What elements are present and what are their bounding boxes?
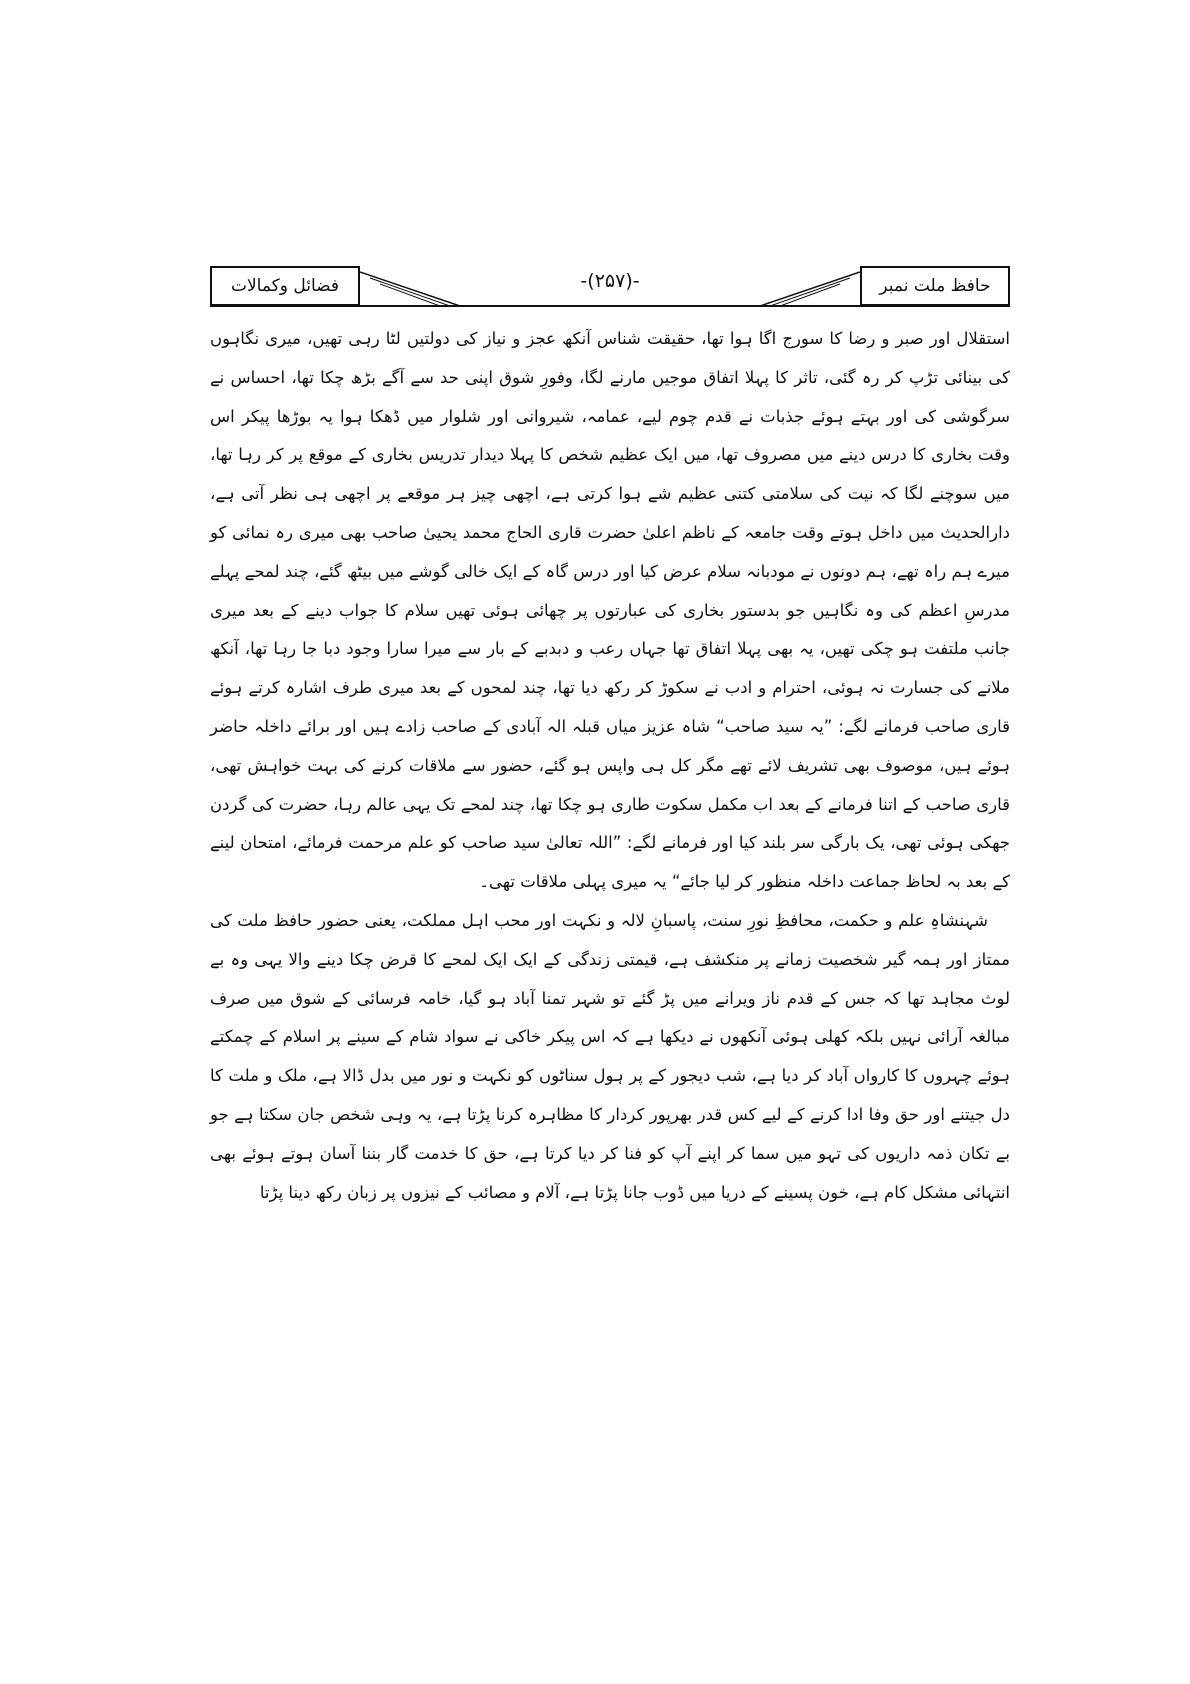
header-right-title: حافظ ملت نمبر bbox=[860, 266, 1010, 306]
body-text bbox=[210, 320, 1010, 1212]
header-left-title: فضائل وکمالات bbox=[210, 266, 360, 306]
header-ornament-left bbox=[360, 268, 480, 306]
paragraph: استقلال اور صبر و رضا کا سورج اگا ہوا تھا، حقیقت شناس آنکھ عجز و نیاز کی دولتیں لٹا رہی تھیں، میری نگاہوں کی بینائی تڑپ کر رہ گئی، تاثر کا پہلا اتفاق موجیں مارنے لگا، وفورِ شوق اپنی حد سے آگے بڑھ چکا تھا، احساس نے سرگوشی کی اور بہتے ہوئے جذبات نے قدم چوم لیے، عمامہ، شیروانی اور شلوار میں ڈھکا ہوا یہ بوڑھا پیکر اس وقت بخاری کا درس دینے میں مصروف تھا، میں ایک عظیم شخص کا پہلا دیدار تدریس بخاری کے موقع پر کر رہا تھا، میں سوچنے لگا کہ نیت کی سلامتی کتنی عظیم شے ہوا کرتی ہے، اچھی چیز ہر موقعے پر اچھی ہی نظر آتی ہے، دارالحدیث میں داخل ہوتے وقت جامعہ کے ناظم اعلیٰ حضرت قاری الحاج محمد یحییٰ صاحب بھی میری رہ نمائی کو میرے ہم راہ تھے، ہم دونوں نے مودبانہ سلام عرض کیا اور درس گاہ کے ایک خالی گوشے میں بیٹھ گئے، چند لمحے پہلے مدرسِ اعظم کی وہ نگاہیں جو بدستور بخاری کی عبارتوں پر چھائی ہوئی تھیں سلام کا جواب دینے کے بعد میری جانب ملتفت ہو چکی تھیں، یہ بھی پہلا اتفاق تھا جہاں رعب و دبدبے کے بار سے میرا سارا وجود دبا جا رہا تھا، آنکھ ملانے کی جسارت نہ ہوئی، احترام و ادب نے سکوڑ کر رکھ دیا تھا، چند لمحوں کے بعد میری طرف اشارہ کرتے ہوئے قاری صاحب فرمانے لگے: ”یہ سید صاحب“ شاہ عزیز میاں قبلہ الہ آبادی کے صاحب زادے ہیں اور برائے داخلہ حاضر ہوئے ہیں، موصوف بھی تشریف لائے تھے مگر کل ہی واپس ہو گئے، حضور سے ملاقات کرنے کی بہت خواہش تھی، قاری صاحب کے اتنا فرمانے کے بعد اب مکمل سکوت طاری ہو چکا تھا، چند لمحے تک یہی عالم رہا، حضرت کی گردن جھکی ہوئی تھی، یک بارگی سر بلند کیا اور فرمانے لگے: ”اللہ تعالیٰ سید صاحب کو علم مرحمت فرمائے، امتحان لینے کے بعد بہ لحاظ جماعت داخلہ منظور کر لیا جائے“ یہ میری پہلی ملاقات تھی۔ bbox=[210, 329, 1010, 892]
page-header bbox=[210, 266, 1010, 310]
page-number: -(۲۵۷)- bbox=[580, 270, 640, 292]
header-ornament-right bbox=[740, 268, 860, 306]
paragraph: شہنشاہِ علم و حکمت، محافظِ نورِ سنت، پاسبانِ لالہ و نکہت اور محب اہل مملکت، یعنی حضور حافظ ملت کی ممتاز اور ہمہ گیر شخصیت زمانے پر منکشف ہے، قیمتی زندگی کے ایک ایک لمحے کا قرض چکا دینے والا یہی وہ بے لوث مجاہد تھا کہ جس کے قدم ناز ویرانے میں پڑ گئے تو شہر تمنا آباد ہو گیا، خامہ فرسائی کے شوق میں صرف مبالغہ آرائی نہیں بلکہ کھلی ہوئی آنکھوں نے دیکھا ہے کہ اس پیکر خاکی نے سواد شام کے سینے پر اسلام کے چمکتے ہوئے چہروں کا کارواں آباد کر دیا ہے، شب دیجور کے پر ہول سناٹوں کو نکہت و نور میں بدل ڈالا ہے، ملک و ملت کا دل جیتنے اور حق وفا ادا کرنے کے لیے کس قدر بھرپور کردار کا مظاہرہ کرنا پڑتا ہے، یہ وہی شخص جان سکتا ہے جو بے تکان ذمہ داریوں کی تہو میں سما کر اپنے آپ کو فنا کر دیا کرتا ہے، حق کا خدمت گار بننا آسان ہوتے ہوئے بھی انتہائی مشکل کام ہے، خون پسینے کے دریا میں ڈوب جانا پڑتا ہے، آلام و مصائب کے نیزوں پر زبان رکھ دینا پڑتا bbox=[210, 910, 1010, 1202]
